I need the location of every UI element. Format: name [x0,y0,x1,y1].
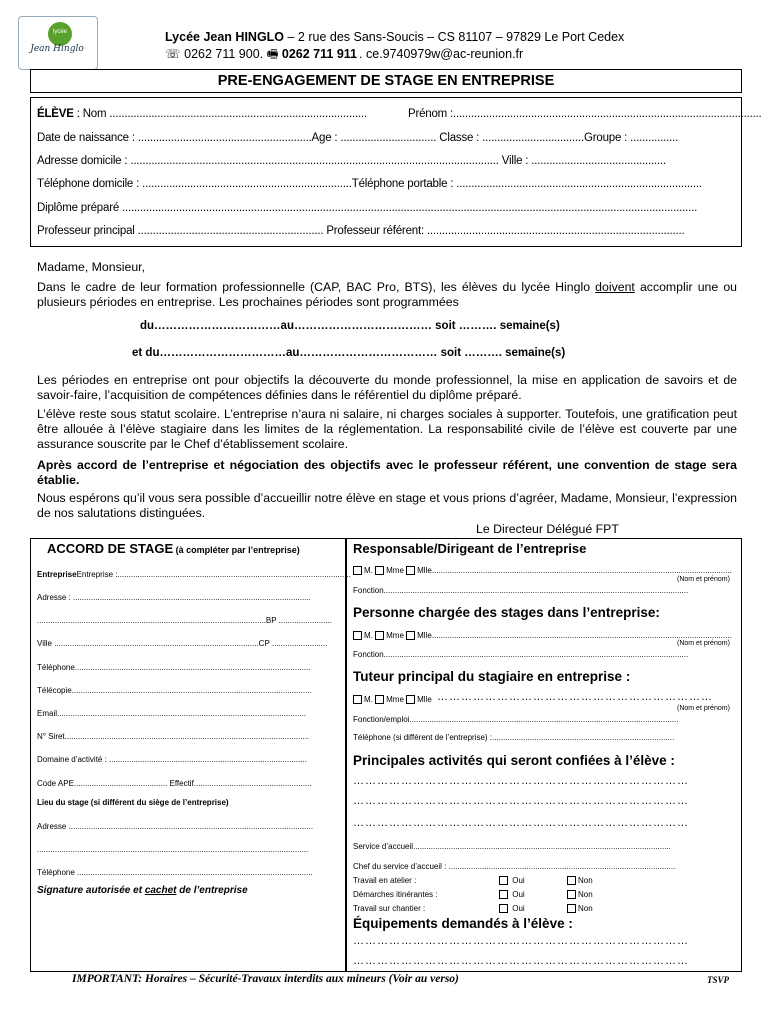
checkbox-oui[interactable] [499,904,508,913]
activites-line-1[interactable]: ………………………………………………………………………… [353,775,689,787]
oui-label: Oui [512,876,525,885]
equipements-line-2[interactable]: ………………………………………………………………………… [353,955,689,967]
lieu-adresse-field[interactable]: Adresse .............................................................................................................. [37,822,314,831]
p1-underline: doivent [595,280,635,294]
address-text: – 2 rue des Sans-Soucis – CS 81107 – 97829 Le Port Cedex [284,30,625,44]
oui-label: Oui [512,904,525,913]
signature-c: de l’entreprise [176,885,248,896]
civ-mlle: Mlle [417,566,432,575]
period-2[interactable]: et du……………………………au……………………………… soit ………. semaine(s) [132,347,566,359]
equipements-line-1[interactable]: ………………………………………………………………………… [353,935,689,947]
entreprise-dots: Entreprise :......................................................................................................... [76,570,351,579]
telephone-field[interactable]: Téléphone domicile : ......................................................................Téléphone portable : .................................................................................. [37,178,702,190]
civ-dots: ....................................................................................................................................... [431,631,732,640]
chantier-label: Travail sur chantier : [353,904,426,913]
civ-mme: Mme [386,631,404,640]
non-label: Non [578,876,593,885]
lieu-stage-label: Lieu du stage (si différent du siège de l’entreprise) [37,798,229,807]
email-text: . ce.9740979w@ac-reunion.fr [359,47,524,61]
non-label: Non [578,890,593,899]
tuteur-telephone-field[interactable]: Téléphone (si différent de l’entreprise) :.................................................................................. [353,733,675,742]
checkbox-mme[interactable] [375,695,384,704]
equipements-title: Équipements demandés à l’élève : [353,916,573,931]
adresse-company-field[interactable]: Adresse : ........................................................................................................... [37,593,311,602]
logo-text: Jean Hinglo [30,44,84,54]
checkbox-mme[interactable] [375,566,384,575]
tuteur-dots[interactable]: …………………………………………………………… [437,691,713,703]
civ-m: M. [364,566,373,575]
email-field[interactable]: Email................................................................................................................ [37,709,306,718]
paragraph-2: Les périodes en entreprise ont pour objectifs la découverte du monde professionnel, la mise en application de savoirs et de savoir-faire, l’acquisition de compétences définies dans le référentiel du diplôme préparé. [37,373,737,402]
telecopie-field[interactable]: Télécopie............................................................................................................ [37,686,312,695]
chantier-oui[interactable] [499,904,525,913]
ville-cp-field[interactable]: Ville ............................................................................................CP ......................... [37,639,328,648]
paragraph-4: Après accord de l’entreprise et négociation des objectifs avec le professeur référent, une convention de stage sera établie. [37,458,737,487]
p1-end: accomplir une ou plusieurs périodes en entreprise. Les prochaines périodes sont programmées [37,280,738,309]
non-label: Non [578,904,593,913]
oui-label: Oui [512,890,525,899]
activites-title: Principales activités qui seront confiées à l’élève : [353,753,675,768]
tuteur-civility[interactable] [353,695,432,704]
responsable-civility[interactable] [353,566,732,575]
chantier-non[interactable] [567,904,593,913]
accord-title-text: ACCORD DE STAGE [47,541,174,556]
school-address [165,30,624,44]
logo-small-text: lycée [53,29,68,35]
accord-box [30,538,351,972]
checkbox-m[interactable] [353,631,362,640]
signature-label [37,885,248,896]
checkbox-m[interactable] [353,566,362,575]
important-note: IMPORTANT: Horaires – Sécurité-Travaux interdits aux mineurs (Voir au verso) [72,973,459,985]
paragraph-3: L’élève reste sous statut scolaire. L’entreprise n’aura ni salaire, ni charges sociales à supporter. Toutefois, une gratification peut être allouée à l’élève stagiaire dans les limites de la réglementation. La responsabilité civile de l’élève est couverte par une assurance souscrite par le Chef d’établissement scolaire. [37,407,737,451]
period-1[interactable]: du……………………………au……………………………… soit ………. semaine(s) [140,320,560,332]
checkbox-m[interactable] [353,695,362,704]
naissance-field[interactable]: Date de naissance : ..........................................................Age : ................................ Classe : ..................................Groupe : ................ [37,132,679,144]
atelier-label: Travail en atelier : [353,876,417,885]
adresse-field[interactable]: Adresse domicile : ........................................................................................................................... Ville : ............................................. [37,155,667,167]
phone-icon: ☏ [165,47,181,61]
code-ape-field[interactable]: Code APE.......................................... Effectif..................................................... [37,779,312,788]
lieu-telephone-field[interactable]: Téléphone .......................................................................................................... [37,868,313,877]
nom-prenom-hint: (Nom et prénom) [677,576,730,583]
fax-number: 0262 711 911 [281,47,357,61]
signature-cachet: cachet [144,885,177,896]
civ-mlle: Mlle [417,695,432,704]
entreprise-contacts-box [346,538,742,972]
director-signature: Le Directeur Délégué FPT [476,522,619,536]
diplome-field[interactable]: Diplôme préparé ................................................................................................................................................................................................ [37,202,698,214]
signature-a: Signature autorisée et [37,885,145,896]
entreprise-field[interactable]: EntrepriseEntreprise :......................................................................................................... [37,570,351,579]
nom-prenom-hint: (Nom et prénom) [677,705,730,712]
service-accueil-field[interactable]: Service d’accueil.................................................................................................................... [353,842,671,851]
charge-civility[interactable] [353,631,732,640]
checkbox-oui[interactable] [499,890,508,899]
fax-icon: 🖷 [266,47,279,61]
tuteur-title: Tuteur principal du stagiaire en entreprise : [353,669,631,684]
phone-number: 0262 711 900. [184,47,267,61]
lieu-blank-field[interactable]: .......................................................................................................................... [37,845,309,854]
paragraph-1 [37,280,737,310]
checkbox-mlle[interactable] [406,566,415,575]
prenom-field[interactable]: Prénom :....................................................................................................... [408,108,762,120]
activites-line-3[interactable]: ………………………………………………………………………… [353,817,689,829]
atelier-non[interactable] [567,876,593,885]
checkbox-mlle[interactable] [406,695,415,704]
accord-subtitle: (à compléter par l’entreprise) [173,545,300,555]
charge-title: Personne chargée des stages dans l’entreprise: [353,605,660,620]
bp-field[interactable]: .......................................................................................................BP ........................ [37,616,333,625]
page-title: PRE-ENGAGEMENT DE STAGE EN ENTREPRISE [30,69,742,93]
paragraph-5: Nous espérons qu’il vous sera possible d’accueillir notre élève en stage et vous prions d’agréer, Madame, Monsieur, l’expression de nos salutations distinguées. [37,491,737,520]
siret-field[interactable]: N° Siret.............................................................................................................. [37,732,310,741]
civ-mme: Mme [386,566,404,575]
professeur-field[interactable]: Professeur principal .............................................................. Professeur référent: ...................................................................................... [37,225,685,237]
checkbox-non[interactable] [567,876,576,885]
civ-mme: Mme [386,695,404,704]
civ-mlle: Mlle [417,631,432,640]
charge-fonction[interactable]: Fonction......................................................................................................................................... [353,650,689,659]
activites-line-2[interactable]: ………………………………………………………………………… [353,795,689,807]
checkbox-mme[interactable] [375,631,384,640]
civ-dots: ....................................................................................................................................... [431,566,732,575]
responsable-title: Responsable/Dirigeant de l’entreprise [353,541,587,556]
demarches-label: Démarches itinérantes : [353,890,438,899]
nom-label: : Nom ...................................................................................... [73,108,367,120]
domaine-field[interactable]: Domaine d’activité : ......................................................................................... [37,755,307,764]
greeting: Madame, Monsieur, [37,260,145,274]
nom-prenom-hint: (Nom et prénom) [677,640,730,647]
checkbox-non[interactable] [567,904,576,913]
demarches-oui[interactable] [499,890,525,899]
school-contacts [165,45,523,66]
checkbox-non[interactable] [567,890,576,899]
telephone-company-field[interactable]: Téléphone.......................................................................................................... [37,663,311,672]
checkbox-oui[interactable] [499,876,508,885]
accord-title [47,541,300,556]
atelier-oui[interactable] [499,876,525,885]
chef-service-field[interactable]: Chef du service d’accueil : ...................................................................................................... [353,862,676,871]
eleve-nom-field[interactable] [37,108,367,120]
civ-m: M. [364,695,373,704]
responsable-fonction[interactable]: Fonction......................................................................................................................................... [353,586,689,595]
school-name: Lycée Jean HINGLO [165,30,285,44]
demarches-non[interactable] [567,890,593,899]
fonction-emploi-field[interactable]: Fonction/emploi......................................................................................................................... [353,715,679,724]
p1-start: Dans le cadre de leur formation professionnelle (CAP, BAC Pro, BTS), les élèves du lycée Hinglo [37,280,596,294]
checkbox-mlle[interactable] [406,631,415,640]
eleve-box [30,97,762,247]
civ-m: M. [364,631,373,640]
tsvp-label: TSVP [707,975,730,985]
eleve-label: ÉLÈVE [37,108,74,120]
